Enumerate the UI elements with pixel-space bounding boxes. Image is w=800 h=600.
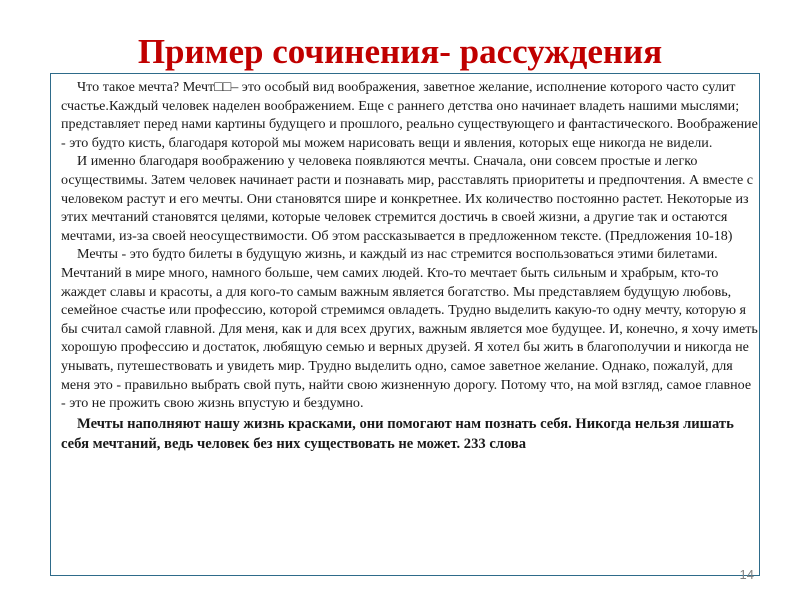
essay-text-box	[50, 73, 760, 576]
essay-conclusion: Мечты наполняют нашу жизнь красками, они помогают нам познать себя. Никогда нельзя лишать себя мечтаний, ведь человек без них существовать не может. 233 слова	[61, 415, 734, 452]
essay-paragraph-3: Мечты - это будто билеты в будущую жизнь, и каждый из нас стремится воспользоваться этими билетами. Мечтаний в мире много, намного больше, чем самих людей. Кто-то мечтает быть сильным и храбрым, кто-то жаждет славы и красоты, а для кого-то самым важным является богатство. Мы представляем будущую любовь, семейное счастье или профессию, которой стремимся овладеть. Трудно выделить какую-то одну мечту, которую я бы считал самой главной. Для меня, как и для всех других, важным является мое будущее. И, конечно, я хочу иметь хорошую профессию и достаток, любящую семью и верных друзей. Я хотел бы жить в благополучии и никогда не унывать, путешествовать и увидеть мир. Трудно выделить одно, самое заветное желание. Однако, пожалуй, для меня это - правильно выбрать свой путь, найти свою жизненную дорогу. Потому что, на мой взгляд, самое главное - это не прожить свою жизнь впустую и бездумно.	[61, 246, 758, 412]
slide-title: Пример сочинения- рассуждения	[137, 32, 663, 71]
page-number: 14	[739, 567, 754, 582]
essay-paragraph-1: Что такое мечта? Мечт□□– это особый вид воображения, заветное желание, исполнение которого часто сулит счастье.Каждый человек наделен воображением. Еще с раннего детства оно начинает владеть нашими мыслями; представляет перед нами картины будущего и прошлого, реально существующего и фантастического. Воображение - это будто кисть, благодаря которой мы можем нарисовать вещи и явления, которых еще никогда не видели.	[61, 79, 758, 151]
essay-paragraph-2: И именно благодаря воображению у человека появляются мечты. Сначала, они совсем простые и легко осуществимы. Затем человек начинает расти и познавать мир, расставлять приоритеты и предпочтения. А вместе с человеком растут и его мечты. Они становятся шире и конкретнее. Их количество постоянно растет. Некоторые из этих мечтаний становятся целями, которые человек стремится достичь в своей жизни, а другие так и остаются мечтами, из-за своей неосуществимости. Об этом рассказывается в предложенном тексте. (Предложения 10-18)	[61, 153, 754, 244]
